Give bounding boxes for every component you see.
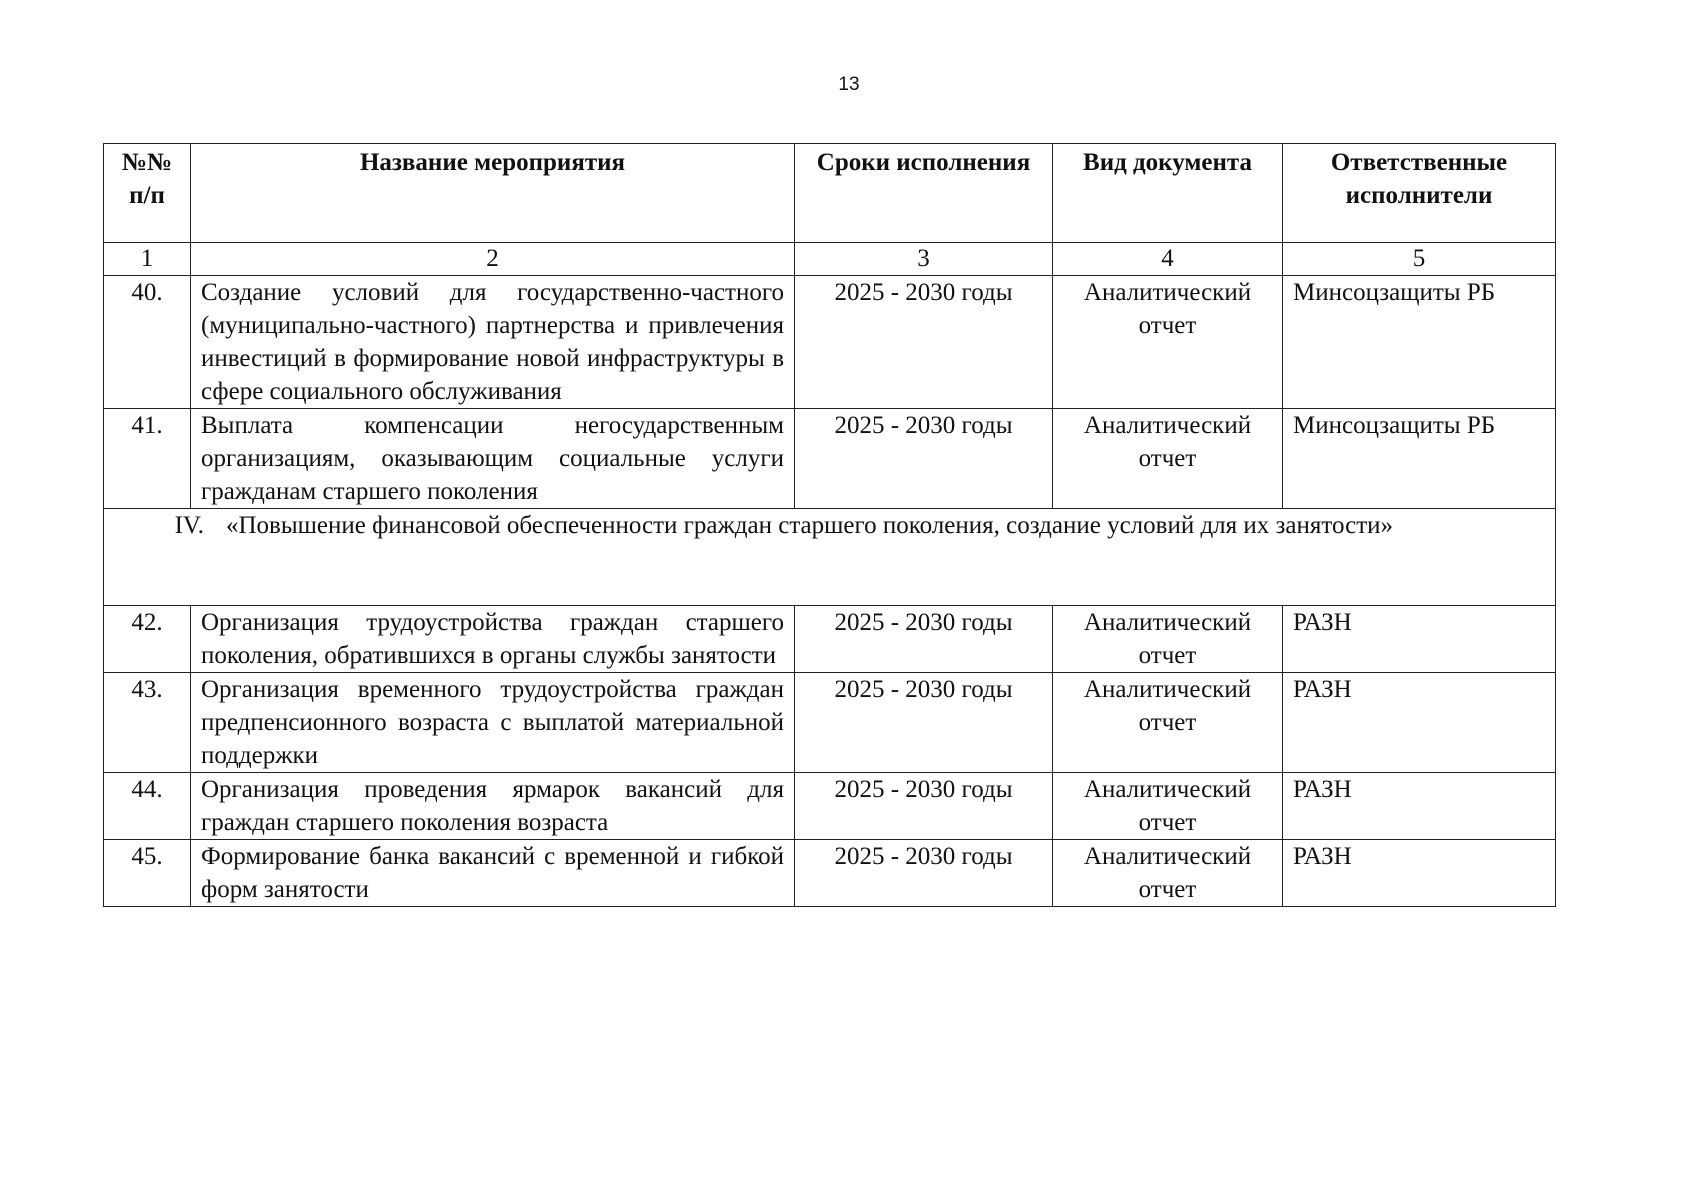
row-number: 45. (104, 840, 191, 907)
table-row (104, 840, 1556, 907)
document-type: Аналитический отчет (1053, 409, 1283, 509)
responsible: Минсоцзащиты РБ (1283, 409, 1556, 509)
responsible: РАЗН (1283, 773, 1556, 840)
header-doc: Вид документа (1053, 144, 1283, 243)
responsible: РАЗН (1283, 606, 1556, 673)
column-number: 1 (104, 243, 191, 276)
activity-name: Организация временного трудоустройства граждан предпенсионного возраста с выплатой материальной поддержки (191, 673, 795, 773)
table-row (104, 773, 1556, 840)
row-number: 42. (104, 606, 191, 673)
responsible: РАЗН (1283, 673, 1556, 773)
section-number: IV. (174, 512, 204, 539)
document-type: Аналитический отчет (1053, 606, 1283, 673)
activity-term: 2025 - 2030 годы (795, 673, 1053, 773)
table-row (104, 409, 1556, 509)
activities-table (103, 143, 1556, 907)
table-header-row (104, 144, 1556, 243)
responsible: РАЗН (1283, 840, 1556, 907)
section-cell (104, 509, 1556, 606)
activity-name: Организация трудоустройства граждан старшего поколения, обратившихся в органы службы занятости (191, 606, 795, 673)
activity-term: 2025 - 2030 годы (795, 276, 1053, 409)
document-type: Аналитический отчет (1053, 773, 1283, 840)
table-row (104, 673, 1556, 773)
document-type: Аналитический отчет (1053, 673, 1283, 773)
header-num: №№ п/п (104, 144, 191, 243)
column-number: 4 (1053, 243, 1283, 276)
document-type: Аналитический отчет (1053, 276, 1283, 409)
table-row (104, 606, 1556, 673)
table-row (104, 276, 1556, 409)
column-number: 5 (1283, 243, 1556, 276)
activity-term: 2025 - 2030 годы (795, 840, 1053, 907)
row-number: 44. (104, 773, 191, 840)
row-number: 40. (104, 276, 191, 409)
section-row (104, 509, 1556, 606)
section-title: «Повышение финансовой обеспеченности граждан старшего поколения, создание условий для их занятости» (226, 512, 1393, 539)
page-number: 13 (838, 74, 860, 95)
row-number: 41. (104, 409, 191, 509)
activity-name: Выплата компенсации негосударственным организациям, оказывающим социальные услуги гражданам старшего поколения (191, 409, 795, 509)
activity-term: 2025 - 2030 годы (795, 409, 1053, 509)
activity-name: Создание условий для государственно-частного (муниципально-частного) партнерства и привлечения инвестиций в формирование новой инфраструктуры в сфере социального обслуживания (191, 276, 795, 409)
document-type: Аналитический отчет (1053, 840, 1283, 907)
activity-term: 2025 - 2030 годы (795, 773, 1053, 840)
row-number: 43. (104, 673, 191, 773)
column-numbers-row (104, 243, 1556, 276)
column-number: 2 (191, 243, 795, 276)
header-resp: Ответственные исполнители (1283, 144, 1556, 243)
activity-name: Организация проведения ярмарок вакансий для граждан старшего поколения возраста (191, 773, 795, 840)
activity-term: 2025 - 2030 годы (795, 606, 1053, 673)
header-name: Название мероприятия (191, 144, 795, 243)
header-term: Сроки исполнения (795, 144, 1053, 243)
column-number: 3 (795, 243, 1053, 276)
activity-name: Формирование банка вакансий с временной и гибкой форм занятости (191, 840, 795, 907)
responsible: Минсоцзащиты РБ (1283, 276, 1556, 409)
